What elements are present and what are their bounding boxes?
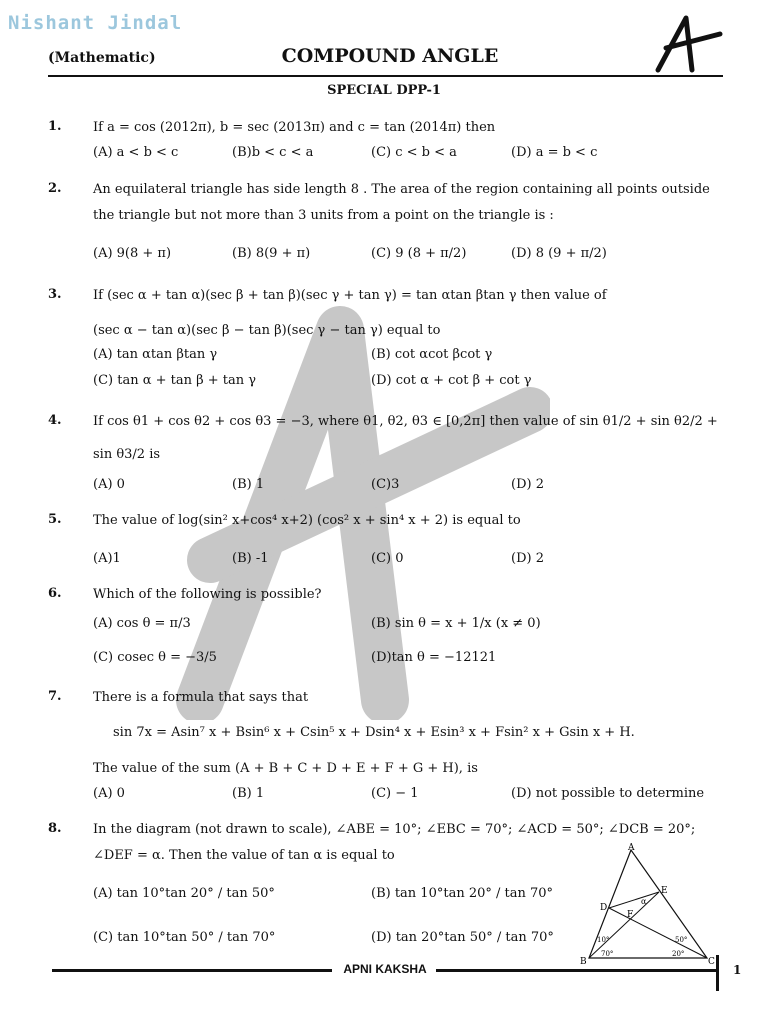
question-number: 7. bbox=[48, 689, 62, 704]
question-text: ∠DEF = α. Then the value of tan α is equal to bbox=[93, 848, 395, 863]
question-text: An equilateral triangle has side length 8 . The area of the region containing all points outside bbox=[93, 182, 710, 197]
option-d: (D) a = b < c bbox=[511, 145, 598, 160]
option-d: (D) 8 (9 + π/2) bbox=[511, 246, 607, 261]
question-text: If cos θ1 + cos θ2 + cos θ3 = −3, where θ1, θ2, θ3 ∈ [0,2π] then value of sin θ1/2 + sin θ2/2 + bbox=[93, 414, 718, 429]
question-text: the triangle but not more than 3 units from a point on the triangle is : bbox=[93, 208, 554, 223]
page-title: COMPOUND ANGLE bbox=[281, 45, 499, 67]
page-number: 1 bbox=[733, 963, 742, 977]
question-text: If a = cos (2012π), b = sec (2013π) and c = tan (2014π) then bbox=[93, 120, 496, 135]
option-c: (C) tan α + tan β + tan γ bbox=[93, 373, 257, 388]
diagram-label-f: F bbox=[627, 910, 634, 920]
diagram-angle-label: 20° bbox=[672, 950, 685, 958]
option-d: (D) 2 bbox=[511, 551, 544, 566]
option-c: (C) tan 10°tan 50° / tan 70° bbox=[93, 930, 276, 945]
diagram-angle-label: 70° bbox=[601, 950, 614, 958]
footer-rule bbox=[52, 969, 332, 972]
question-text: Which of the following is possible? bbox=[93, 587, 322, 602]
option-b: (B) 1 bbox=[232, 786, 265, 801]
option-c: (C) c < b < a bbox=[371, 145, 457, 160]
option-b: (B) tan 10°tan 20° / tan 70° bbox=[371, 886, 554, 901]
triangle-diagram bbox=[575, 842, 715, 966]
option-a: (A) cos θ = π/3 bbox=[93, 616, 191, 631]
footer-divider bbox=[716, 955, 719, 991]
option-a: (A) 9(8 + π) bbox=[93, 246, 172, 261]
question-number: 1. bbox=[48, 119, 62, 134]
question-text: sin θ3/2 is bbox=[93, 447, 161, 462]
diagram-angle-label: 10° bbox=[597, 936, 610, 944]
option-c: (C)3 bbox=[371, 477, 400, 492]
question-text: In the diagram (not drawn to scale), ∠ABE = 10°; ∠EBC = 70°; ∠ACD = 50°; ∠DCB = 20°; bbox=[93, 822, 696, 837]
option-d: (D) tan 20°tan 50° / tan 70° bbox=[371, 930, 554, 945]
option-b: (B) -1 bbox=[232, 551, 269, 566]
diagram-label-alpha: α bbox=[641, 897, 647, 906]
question-number: 4. bbox=[48, 413, 62, 428]
option-b: (B) 1 bbox=[232, 477, 265, 492]
option-c: (C) 9 (8 + π/2) bbox=[371, 246, 467, 261]
option-d: (D) cot α + cot β + cot γ bbox=[371, 373, 532, 388]
question-number: 5. bbox=[48, 512, 62, 527]
option-a: (A) a < b < c bbox=[93, 145, 179, 160]
diagram-label-a: A bbox=[628, 843, 635, 853]
question-text: If (sec α + tan α)(sec β + tan β)(sec γ + tan γ) = tan αtan βtan γ then value of bbox=[93, 288, 607, 303]
option-b: (B) sin θ = x + 1/x (x ≠ 0) bbox=[371, 616, 541, 631]
question-number: 8. bbox=[48, 821, 62, 836]
option-d: (D) 2 bbox=[511, 477, 544, 492]
option-d: (D) not possible to determine bbox=[511, 786, 705, 801]
question-number: 6. bbox=[48, 586, 62, 601]
question-number: 3. bbox=[48, 287, 62, 302]
footer-label: APNI KAKSHA bbox=[343, 962, 427, 976]
question-number: 2. bbox=[48, 181, 62, 196]
diagram-label-c: C bbox=[708, 957, 715, 966]
diagram-label-b: B bbox=[580, 957, 587, 966]
option-d: (D)tan θ = −12121 bbox=[371, 650, 497, 665]
page-subtitle: SPECIAL DPP-1 bbox=[327, 83, 441, 98]
header-rule bbox=[48, 75, 723, 77]
diagram-angle-label: 50° bbox=[675, 936, 688, 944]
option-c: (C) 0 bbox=[371, 551, 404, 566]
footer-rule bbox=[436, 969, 716, 972]
option-c: (C) − 1 bbox=[371, 786, 419, 801]
option-a: (A) 0 bbox=[93, 477, 125, 492]
watermark-author-name: Nishant Jindal bbox=[8, 12, 183, 34]
question-text: There is a formula that says that bbox=[93, 690, 309, 705]
option-a: (A)1 bbox=[93, 551, 121, 566]
question-text: (sec α − tan α)(sec β − tan β)(sec γ − tan γ) equal to bbox=[93, 323, 441, 338]
option-a: (A) tan 10°tan 20° / tan 50° bbox=[93, 886, 275, 901]
option-b: (B)b < c < a bbox=[232, 145, 314, 160]
question-formula: sin 7x = Asin⁷ x + Bsin⁶ x + Csin⁵ x + Dsin⁴ x + Esin³ x + Fsin² x + Gsin x + H. bbox=[113, 725, 635, 740]
option-a: (A) tan αtan βtan γ bbox=[93, 347, 218, 362]
subject-label: (Mathematic) bbox=[48, 50, 156, 66]
brand-logo-icon bbox=[652, 14, 724, 74]
option-a: (A) 0 bbox=[93, 786, 125, 801]
option-b: (B) cot αcot βcot γ bbox=[371, 347, 493, 362]
option-c: (C) cosec θ = −3/5 bbox=[93, 650, 217, 665]
option-b: (B) 8(9 + π) bbox=[232, 246, 311, 261]
question-text: The value of the sum (A + B + C + D + E + F + G + H), is bbox=[93, 761, 478, 776]
diagram-label-d: D bbox=[600, 903, 608, 913]
diagram-label-e: E bbox=[661, 886, 668, 896]
question-text: The value of log(sin² x+cos⁴ x+2) (cos² x + sin⁴ x + 2) is equal to bbox=[93, 513, 521, 528]
